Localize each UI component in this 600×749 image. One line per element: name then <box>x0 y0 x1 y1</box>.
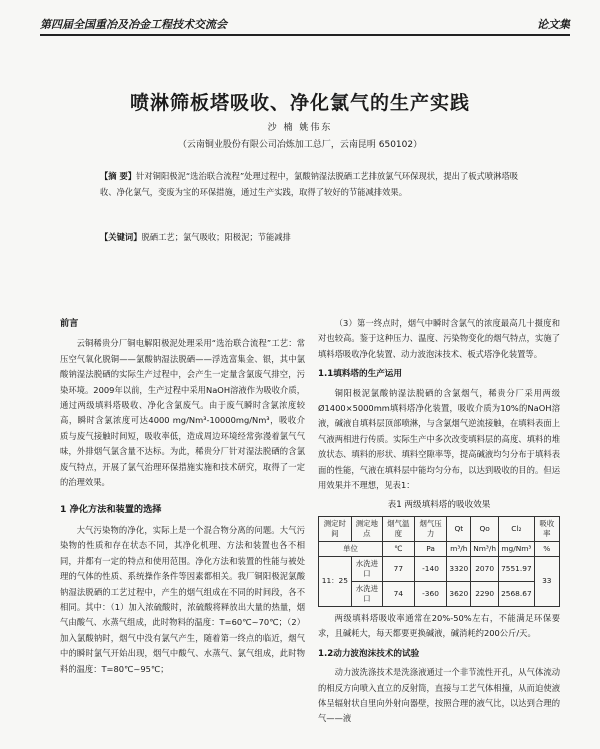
paragraph: 大气污染物的净化，实际上是一个混合物分离的问题。大气污染物的性质和存在状态不同，其净化机理、方法和装置也各不相同，并都有一定的特点和使用范围。净化方法和装置的性能与被处理的气体的性质、系统操作条件等因素都相关。我厂铜阳极泥氯酸钠湿法脱硒的工艺过程中，产生的烟气组成在不同的时间段，各不相同。其中：（1）加入浓硫酸时，浓硫酸将释放出大量的热量，烟气由酸气、水蒸气组成，此时物料的温度：T=60℃~70℃；（2）加入氯酸钠时，烟气中没有氯气产生，随着第一终点的临近，烟气中的瞬时氯气开始出现，烟气中酸气、水蒸气、氯气组成，此时物料的温度：T=80℃~95℃； <box>60 524 305 674</box>
table-header: 烟气温度 <box>383 516 415 541</box>
table-cell: 74 <box>383 581 415 606</box>
table-cell: % <box>534 541 559 556</box>
paragraph: （3）第一终点时，烟气中瞬时含氯气的浓度最高几十摄度和对也较高。鉴于这种压力、温度、污染物变化的烟气特点，实施了填料塔吸收净化装置、动力波泡沫技术、板式塔净化装置等。 <box>318 318 560 359</box>
table-header: 吸收率 <box>534 516 559 541</box>
section-heading: 1 净化方法和装置的选择 <box>60 504 162 516</box>
table-cell: 77 <box>383 556 415 581</box>
paragraph: 两级填料塔吸收率通常在20%-50%左右，不能满足环保要求，且碱耗大，每天都要更换碱液，碱消耗约200公斤/天。 <box>318 612 560 639</box>
table-cell: 7551.97 <box>499 556 535 581</box>
table-header: 烟气压力 <box>414 516 447 541</box>
paragraph: 铜阳极泥氯酸钠湿法脱硒的含氯烟气，稀贵分厂采用两级Ø1400×5000mm填料塔净化装置，吸收介质为10%的NaOH溶液，碱液自填料层顶部喷淋，与含氯烟气逆流接触，在填料表面上气液两相进行传质。实际生产中多次改变填料层的高度、填料的堆放状态、填料的形状、填料空隙率等，提高碱液均匀分布于填料表面的性能，气液在填料层中能均匀分布，以达到吸收的目的。但运用效果并不理想，见表1： <box>318 387 560 491</box>
table-cell: -140 <box>414 556 447 581</box>
table-cell: 33 <box>534 556 559 606</box>
table-cell: ℃ <box>383 541 415 556</box>
absorption-table <box>318 516 560 607</box>
table-cell: mg/Nm³ <box>499 541 535 556</box>
subsection-heading: 1.2动力波泡沫技术的试验 <box>318 648 420 659</box>
table-header: Qo <box>471 516 499 541</box>
right-column <box>318 316 560 732</box>
keywords <box>100 231 520 243</box>
left-column <box>60 316 305 682</box>
keywords-label: 【关键词】 <box>100 232 142 242</box>
table-cell: m³/h <box>447 541 471 556</box>
table-header-row <box>319 516 560 541</box>
table-cell: 水洗进口 <box>351 581 382 606</box>
table-header: 测定地点 <box>351 516 382 541</box>
table-header: 测定时间 <box>319 516 352 541</box>
table-cell: 水洗进口 <box>351 556 382 581</box>
abstract-text: 针对铜阳极泥“选治联合流程”处理过程中，氯酸钠湿法脱硒工艺排放氯气环保现状，提出了板式喷淋塔吸收、净化氯气，变废为宝的环保措施，通过生产实践，取得了较好的节能减排效果。 <box>100 171 519 197</box>
table-cell: 2070 <box>471 556 499 581</box>
keywords-text: 脱硒工艺；氯气吸收；阳极泥；节能减排 <box>141 232 291 242</box>
authors: 沙 楠 姚伟东 <box>267 123 333 133</box>
paragraph: 动力波洗涤技术是洗涤液通过一个非节流性开孔，从气体流动的相反方向喷入直立的反射筒，直接与工艺气体相撞，从而迫使液体呈辐射状自里向外射向器壁，按照合理的液气比，以达到合理的气——液 <box>318 667 560 724</box>
table-cell: Pa <box>414 541 447 556</box>
table-header: Qt <box>447 516 471 541</box>
subsection-heading: 1.1填料塔的生产运用 <box>318 369 402 380</box>
conference-name: 第四届全国重冶及冶金工程技术交流会 <box>40 18 227 31</box>
preface-heading: 前言 <box>60 318 79 329</box>
table-cell: 11：25 <box>319 556 352 606</box>
table-cell: -360 <box>414 581 447 606</box>
table-unit-row <box>319 541 560 556</box>
section-label: 论文集 <box>537 18 570 31</box>
table-caption: 表1 两级填料塔的吸收效果 <box>387 500 491 511</box>
table-header: Cl₂ <box>499 516 535 541</box>
abstract-label: 【摘 要】 <box>100 171 137 181</box>
running-header <box>40 14 570 36</box>
table-cell: 2568.67 <box>499 581 535 606</box>
abstract <box>100 168 520 200</box>
table-row <box>319 581 560 606</box>
table-cell: 2290 <box>471 581 499 606</box>
table-cell: 单位 <box>319 541 383 556</box>
paragraph: 云铜稀贵分厂铜电解阳极泥处理采用“选治联合流程”工艺：常压空气氧化脱铜——氯酸钠湿法脱硒——浮选富集金、银，其中氯酸钠湿法脱硒的实际生产过程中，会产生一定量含氯废气排空，污染环境。2009年以前，生产过程中采用NaOH溶液作为吸收介质，通过两级填料塔吸收、净化含氯废气。由于废气瞬时含氯浓度较高，瞬时含氯浓度可达4000 mg/Nm³-10000mg/Nm³，吸收介质与废气接触时间短，吸收率低，造成周边环境经常弥漫着氯气气味，外排烟气氯含量不达标。为此，稀贵分厂针对湿法脱硒的含氯废气特点，开展了氯气治理环保措施实施和技术研究，取得了一定的治理效果。 <box>60 338 305 488</box>
table-cell: Nm³/h <box>471 541 499 556</box>
header-rule <box>40 34 570 36</box>
paper-title: 喷淋筛板塔吸收、净化氯气的生产实践 <box>129 92 470 114</box>
table-cell: 3320 <box>447 556 471 581</box>
table-row <box>319 556 560 581</box>
affiliation: （云南铜业股份有限公司冶炼加工总厂，云南昆明 650102） <box>177 140 423 150</box>
table-cell: 3620 <box>447 581 471 606</box>
